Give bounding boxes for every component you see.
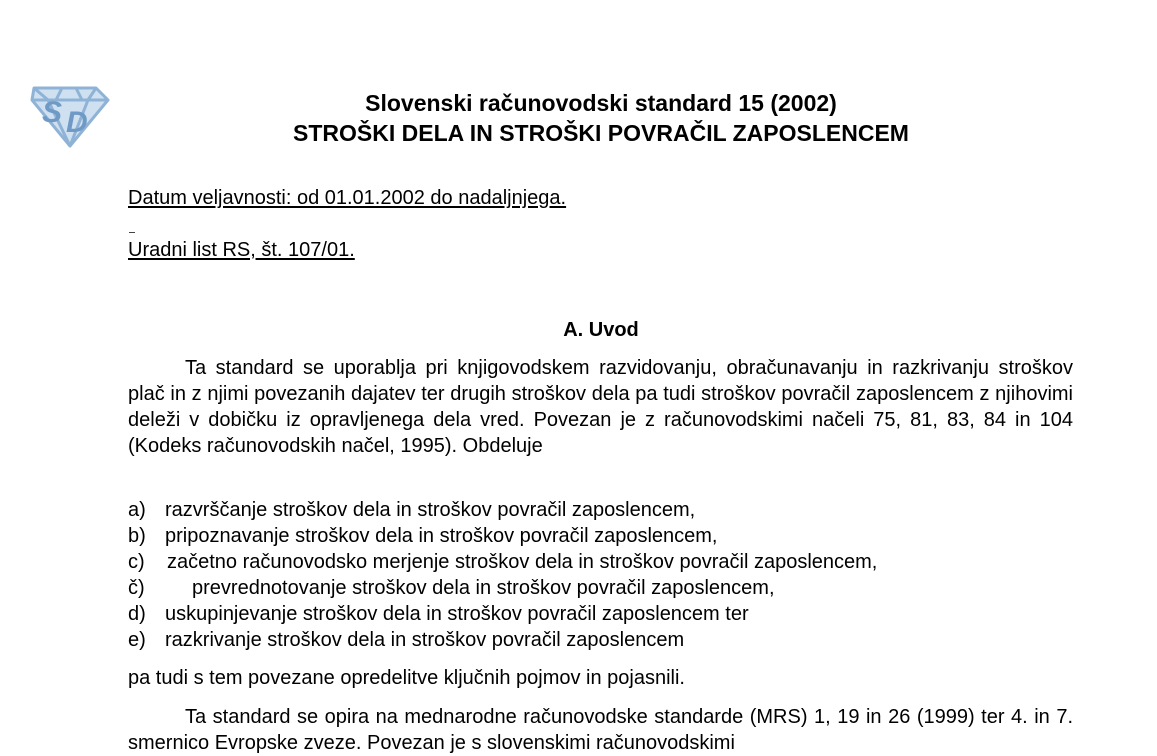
section-heading: A. Uvod [563, 319, 639, 341]
list-item [128, 575, 1073, 601]
list-marker: č) [128, 577, 145, 599]
list-marker: a) [128, 499, 146, 521]
list-item [128, 601, 1073, 627]
list-item-text: pripoznavanje stroškov dela in stroškov povračil zaposlencem, [165, 525, 718, 547]
list-marker: e) [128, 629, 146, 651]
list-marker: b) [128, 525, 146, 547]
list-marker: d) [128, 603, 146, 625]
underline-mark [129, 232, 135, 233]
closing-line: pa tudi s tem povezane opredelitve ključnih pojmov in pojasnili. [128, 667, 685, 689]
list-marker: c) [128, 551, 145, 573]
list-item [128, 523, 1073, 549]
list-item-text: razkrivanje stroškov dela in stroškov povračil zaposlencem [165, 629, 685, 651]
validity-date: Datum veljavnosti: od 01.01.2002 do nadaljnjega. [128, 187, 567, 209]
list-item [128, 549, 1073, 575]
intro-paragraph: Ta standard se uporablja pri knjigovodskem razvidovanju, obračunavanju in razkrivanju stroškov plač in z njimi povezanih dajatev ter drugih stroškov dela pa tudi stroškov povračil zaposlencem z njihovimi deleži v dobičku iz opravljenega dela vred. Povezan je z računovodskimi načeli 75, 81, 83, 84 in 104 (Kodeks računovodskih načel, 1995). Obdeluje [128, 357, 1073, 457]
list-item-text: uskupinjevanje stroškov dela in stroškov povračil zaposlencem ter [165, 603, 749, 625]
list-item-text: začetno računovodsko merjenje stroškov dela in stroškov povračil zaposlencem, [167, 551, 878, 573]
document-title: Slovenski računovodski standard 15 (2002) [365, 90, 837, 116]
list-item-text: prevrednotovanje stroškov dela in stroškov povračil zaposlencem, [192, 577, 775, 599]
list-item [128, 497, 1073, 523]
list-item [128, 627, 1073, 653]
next-paragraph: Ta standard se opira na mednarodne računovodske standarde (MRS) 1, 19 in 26 (1999) ter 4. in 7. smernico Evropske zveze. Povezan je s slovenskimi računovodskimi [128, 706, 1073, 754]
svg-text:S: S [42, 96, 63, 129]
scope-list [128, 497, 1073, 653]
official-gazette-ref: Uradni list RS, št. 107/01. [128, 239, 355, 261]
document-subtitle: STROŠKI DELA IN STROŠKI POVRAČIL ZAPOSLENCEM [293, 120, 909, 146]
list-item-text: razvrščanje stroškov dela in stroškov povračil zaposlencem, [165, 499, 696, 521]
svg-text:D: D [66, 106, 88, 139]
